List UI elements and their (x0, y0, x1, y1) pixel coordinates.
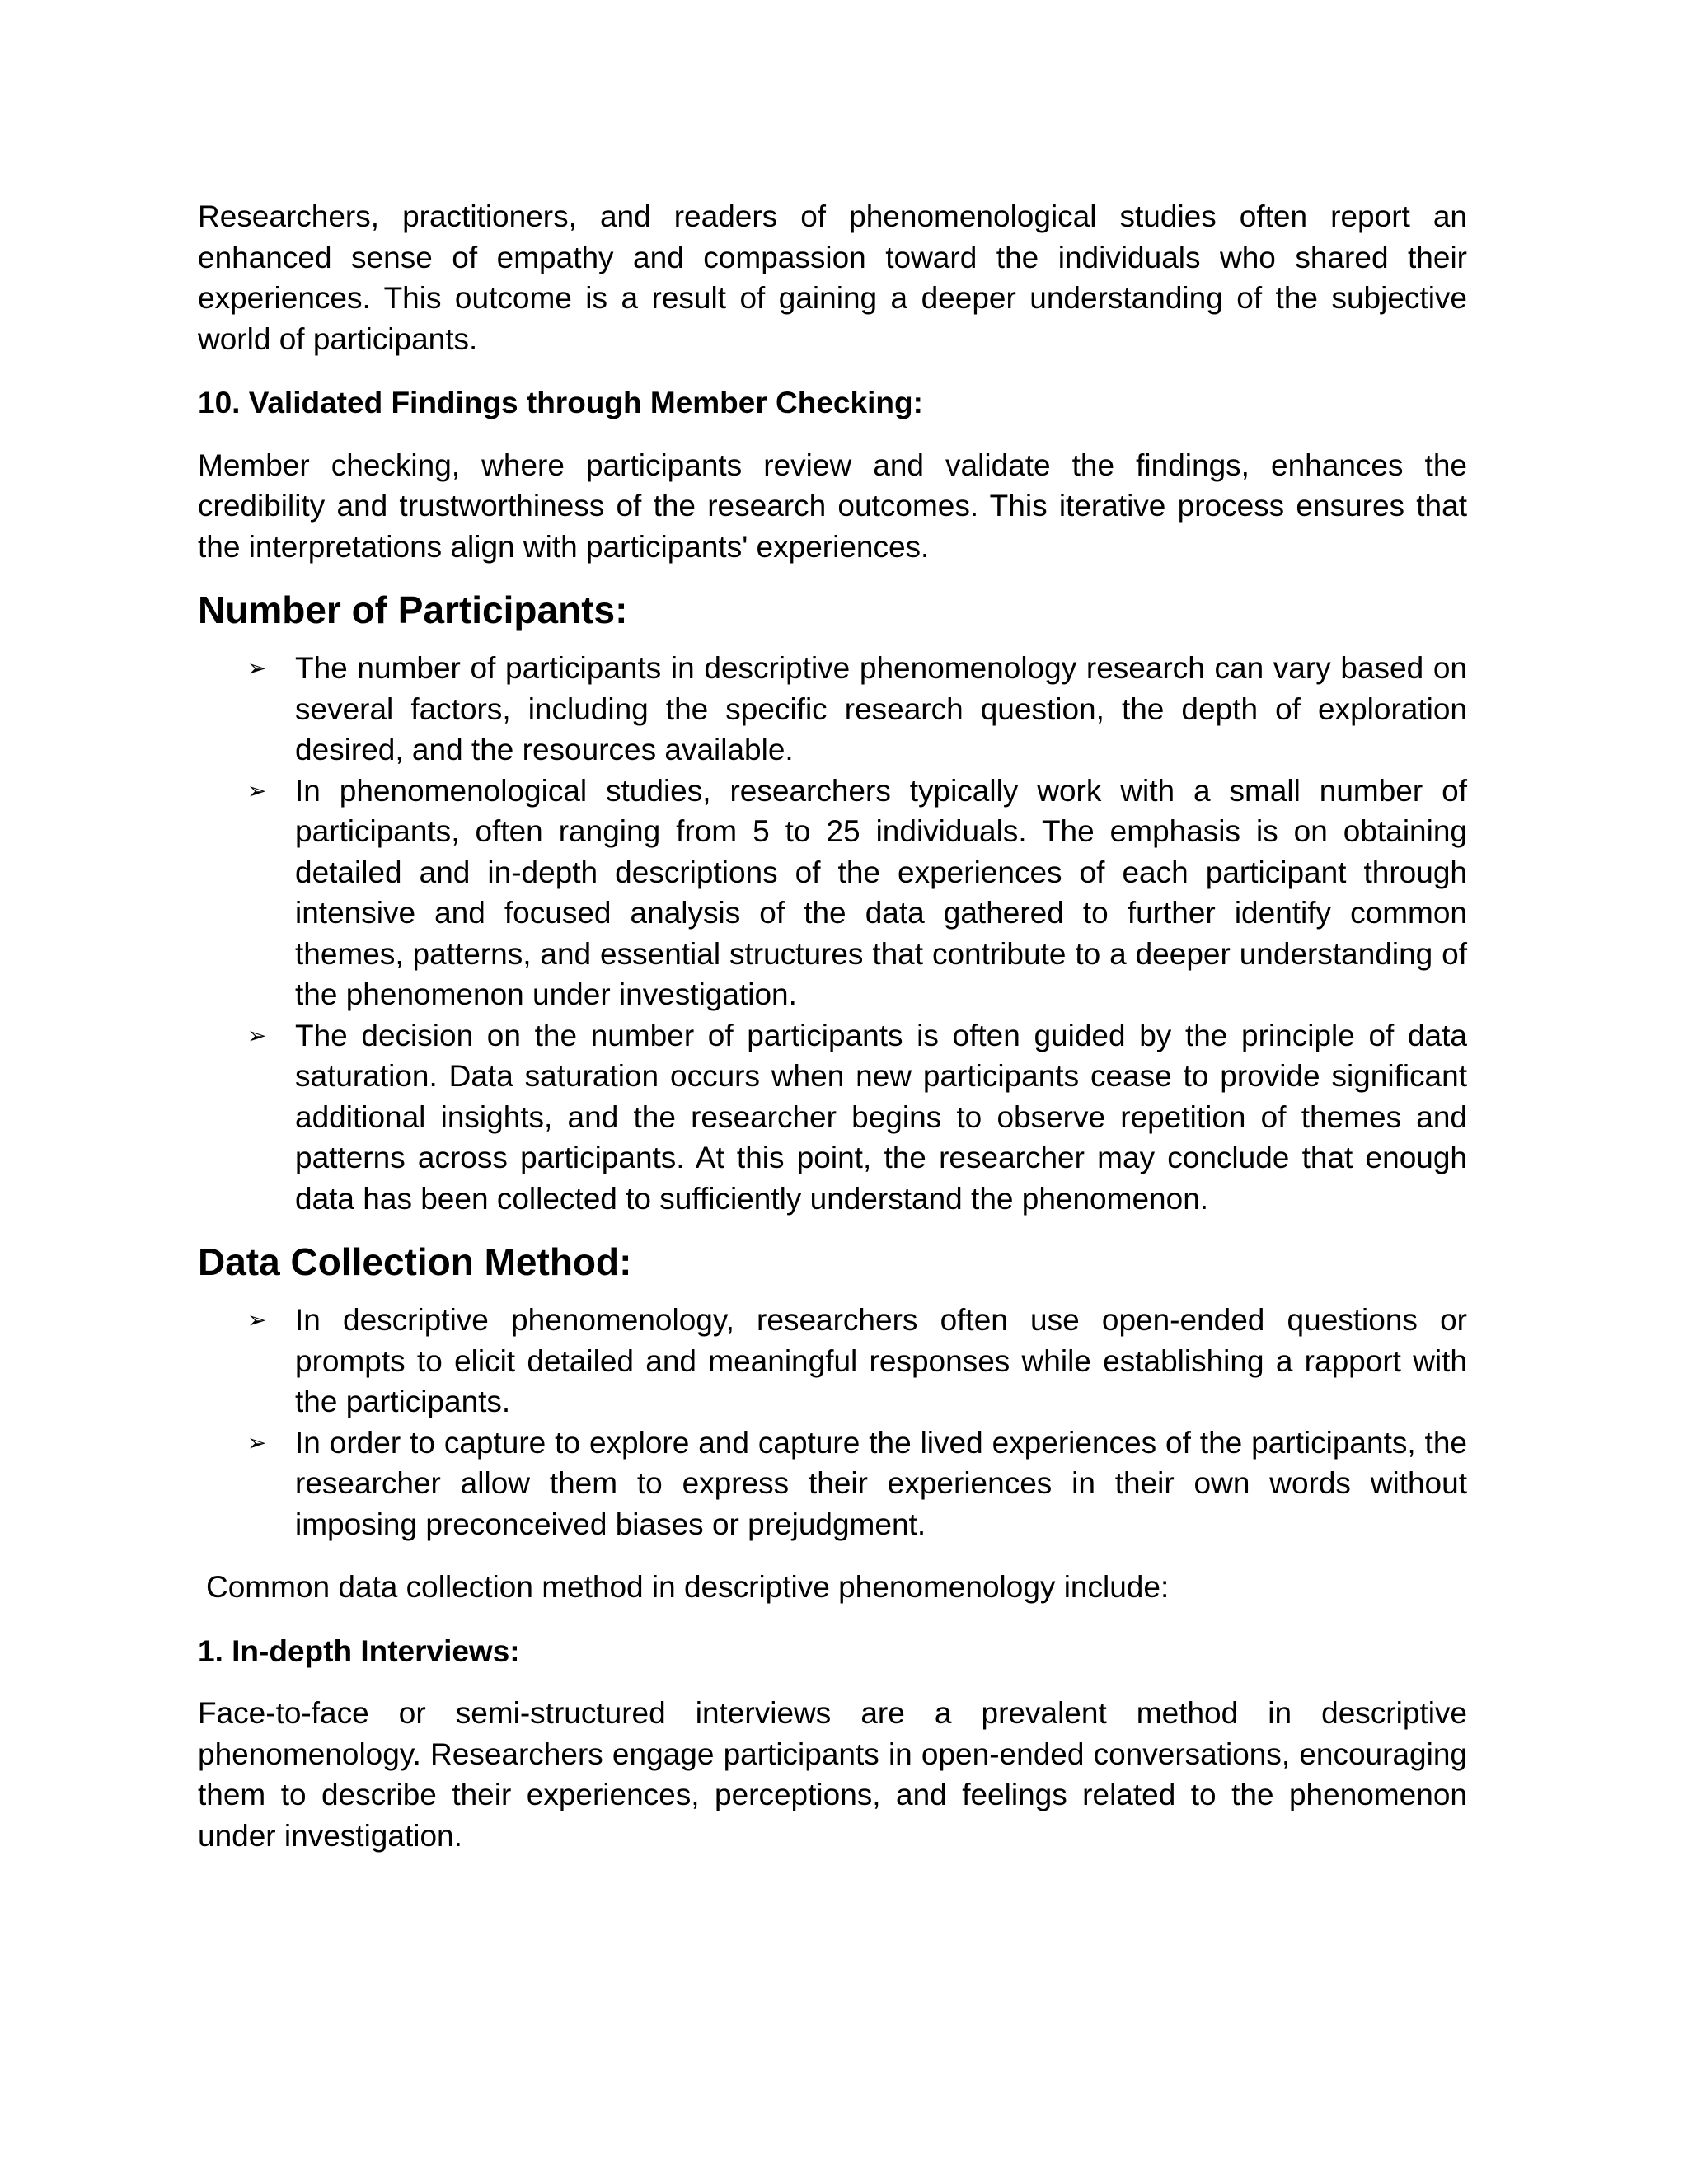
section-heading-data-collection: Data Collection Method: (198, 1240, 632, 1283)
list-item-text: The decision on the number of participants is often guided by the principle of data saturation. Data saturation occurs when new participants cease to provide significant additional insights, and the researcher begins to observe repetition of themes and patterns across participants. At this point, the researcher may conclude that enough data has been collected to sufficiently understand the phenomenon. (295, 1018, 1467, 1216)
list-item-text: The number of participants in descriptive phenomenology research can vary based on several factors, including the specific research question, the depth of exploration desired, and the resources available. (295, 651, 1467, 766)
list-item (198, 1422, 1467, 1545)
participants-bullet-list (198, 648, 1467, 1219)
arrowhead-bullet-icon: ➢ (247, 1428, 267, 1456)
paragraph-empathy: Researchers, practitioners, and readers of phenomenological studies often report an enhanced sense of empathy and compassion toward the individuals who shared their experiences. This outcome is a result of gaining a deeper understanding of the subjective world of participants. (198, 199, 1467, 356)
list-item (198, 648, 1467, 771)
section-heading-participants: Number of Participants: (198, 588, 628, 631)
list-item (198, 1300, 1467, 1422)
common-methods-intro: Common data collection method in descriptive phenomenology include: (206, 1570, 1170, 1604)
heading-in-depth-interviews: 1. In-depth Interviews: (198, 1633, 520, 1668)
document-page (198, 196, 1467, 1856)
list-item-text: In phenomenological studies, researchers typically work with a small number of participants, often ranging from 5 to 25 individuals. The emphasis is on obtaining detailed and in-depth descriptions of the experiences of each participant through intensive and focused analysis of the data gathered to further identify common themes, patterns, and essential structures that contribute to a deeper understanding of the phenomenon under investigation. (295, 773, 1467, 1011)
heading-member-checking: 10. Validated Findings through Member Checking: (198, 386, 923, 419)
arrowhead-bullet-icon: ➢ (247, 654, 267, 682)
list-item (198, 771, 1467, 1015)
data-collection-bullet-list (198, 1300, 1467, 1544)
list-item-text: In order to capture to explore and capture the lived experiences of the participants, the researcher allow them to express their experiences in their own words without imposing preconceived biases or prejudgment. (295, 1425, 1467, 1541)
paragraph-member-checking: Member checking, where participants review and validate the findings, enhances the credibility and trustworthiness of the research outcomes. This iterative process ensures that the interpretations align with participants' experiences. (198, 448, 1467, 564)
list-item (198, 1015, 1467, 1220)
arrowhead-bullet-icon: ➢ (247, 1021, 267, 1049)
list-item-text: In descriptive phenomenology, researchers often use open-ended questions or prompts to elicit detailed and meaningful responses while establishing a rapport with the participants. (295, 1303, 1467, 1418)
arrowhead-bullet-icon: ➢ (247, 1306, 267, 1333)
arrowhead-bullet-icon: ➢ (247, 776, 267, 804)
paragraph-interviews: Face-to-face or semi-structured interviews are a prevalent method in descriptive phenomenology. Researchers engage participants in open-ended conversations, encouraging them to describe their experiences, perceptions, and feelings related to the phenomenon under investigation. (198, 1696, 1467, 1853)
